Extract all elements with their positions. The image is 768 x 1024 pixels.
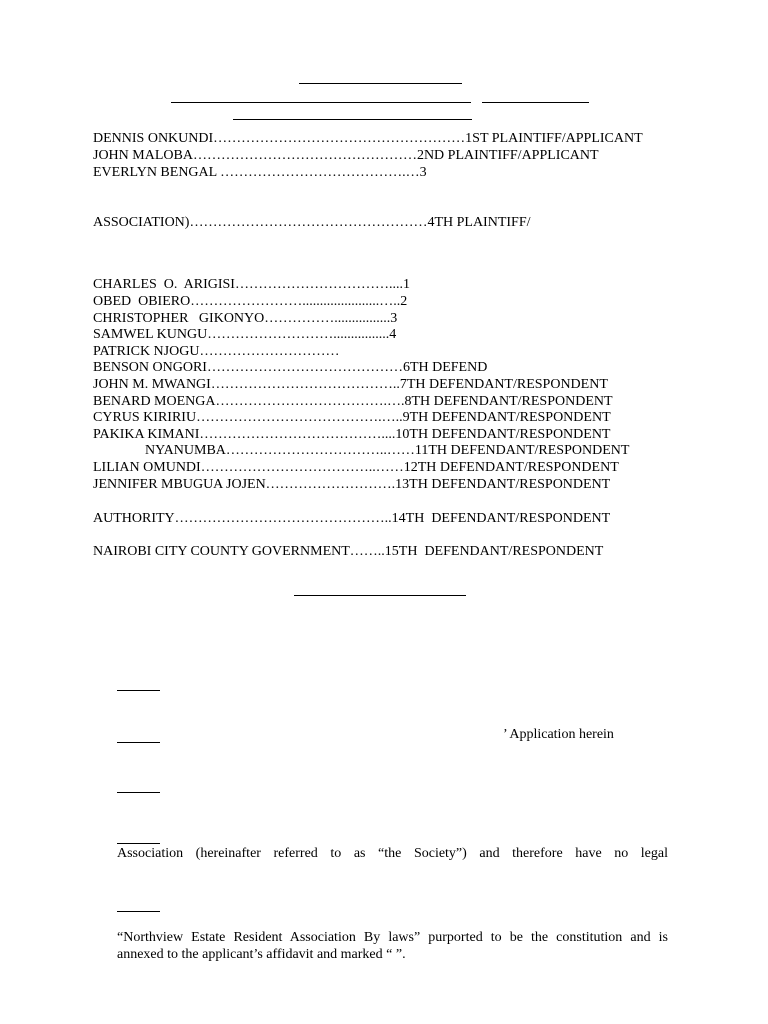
- defendant-line: PATRICK NJOGU…………………………: [93, 344, 340, 359]
- paragraph-marker-rule: [117, 742, 160, 743]
- defendant-line: JENNIFER MBUGUA JOJEN……………………….13TH DEFENDANT/RESPONDENT: [93, 477, 611, 492]
- county-line: NAIROBI CITY COUNTY GOVERNMENT……..15TH DEFENDANT/RESPONDENT: [93, 544, 604, 559]
- association-line: ASSOCIATION)……………………………………………4TH PLAINTIFF/: [93, 215, 531, 230]
- defendant-line: BENSON ONGORI……………………………………6TH DEFEND: [93, 360, 488, 375]
- header-rule-bottom: [233, 119, 472, 120]
- paragraph-marker-rule: [117, 792, 160, 793]
- application-fragment: ’ Application herein: [503, 727, 614, 742]
- bylaws-paragraph-line: “Northview Estate Resident Association By laws” purported to be the constitution and is: [117, 930, 668, 945]
- society-paragraph: Association (hereinafter referred to as “the Society”) and therefore have no legal: [117, 846, 668, 861]
- paragraph-marker-rule: [117, 843, 160, 844]
- defendant-line: LILIAN OMUNDI………………………………..……12TH DEFENDANT/RESPONDENT: [93, 460, 619, 475]
- defendant-line: JOHN M. MWANGI…………………………………..7TH DEFENDANT/RESPONDENT: [93, 377, 608, 392]
- header-rule-top: [299, 83, 462, 84]
- plaintiff-line: EVERLYN BENGAL ………………………………….…3: [93, 165, 427, 180]
- paragraph-marker-rule: [117, 690, 160, 691]
- defendant-line: SAMWEL KUNGU………………………................4: [93, 327, 397, 342]
- defendant-line: CHARLES O. ARIGISI……………………………....1: [93, 277, 410, 292]
- paragraph-marker-rule: [117, 911, 160, 912]
- title-rule: [294, 595, 466, 596]
- defendant-line: NYANUMBA……………………………..……11TH DEFENDANT/RESPONDENT: [145, 443, 630, 458]
- header-rule-right: [482, 102, 589, 103]
- authority-line: AUTHORITY………………………………………..14TH DEFENDANT/RESPONDENT: [93, 511, 611, 526]
- bylaws-paragraph-line: annexed to the applicant’s affidavit and marked “ ”.: [117, 947, 406, 962]
- plaintiff-line: DENNIS ONKUNDI………………………………………………1ST PLAINTIFF/APPLICANT: [93, 131, 643, 146]
- defendant-line: BENARD MOENGA……………………………….….8TH DEFENDANT/RESPONDENT: [93, 394, 613, 409]
- defendant-line: OBED OBIERO……………………......................…..2: [93, 294, 408, 309]
- header-rule-left: [171, 102, 471, 103]
- defendant-line: PAKIKA KIMANI…………………………………....10TH DEFENDANT/RESPONDENT: [93, 427, 611, 442]
- defendant-line: CYRUS KIRIRIU………………………………….…..9TH DEFENDANT/RESPONDENT: [93, 410, 611, 425]
- plaintiff-line: JOHN MALOBA…………………………………………2ND PLAINTIFF/APPLICANT: [93, 148, 599, 163]
- defendant-line: CHRISTOPHER GIKONYO……………................3: [93, 311, 398, 326]
